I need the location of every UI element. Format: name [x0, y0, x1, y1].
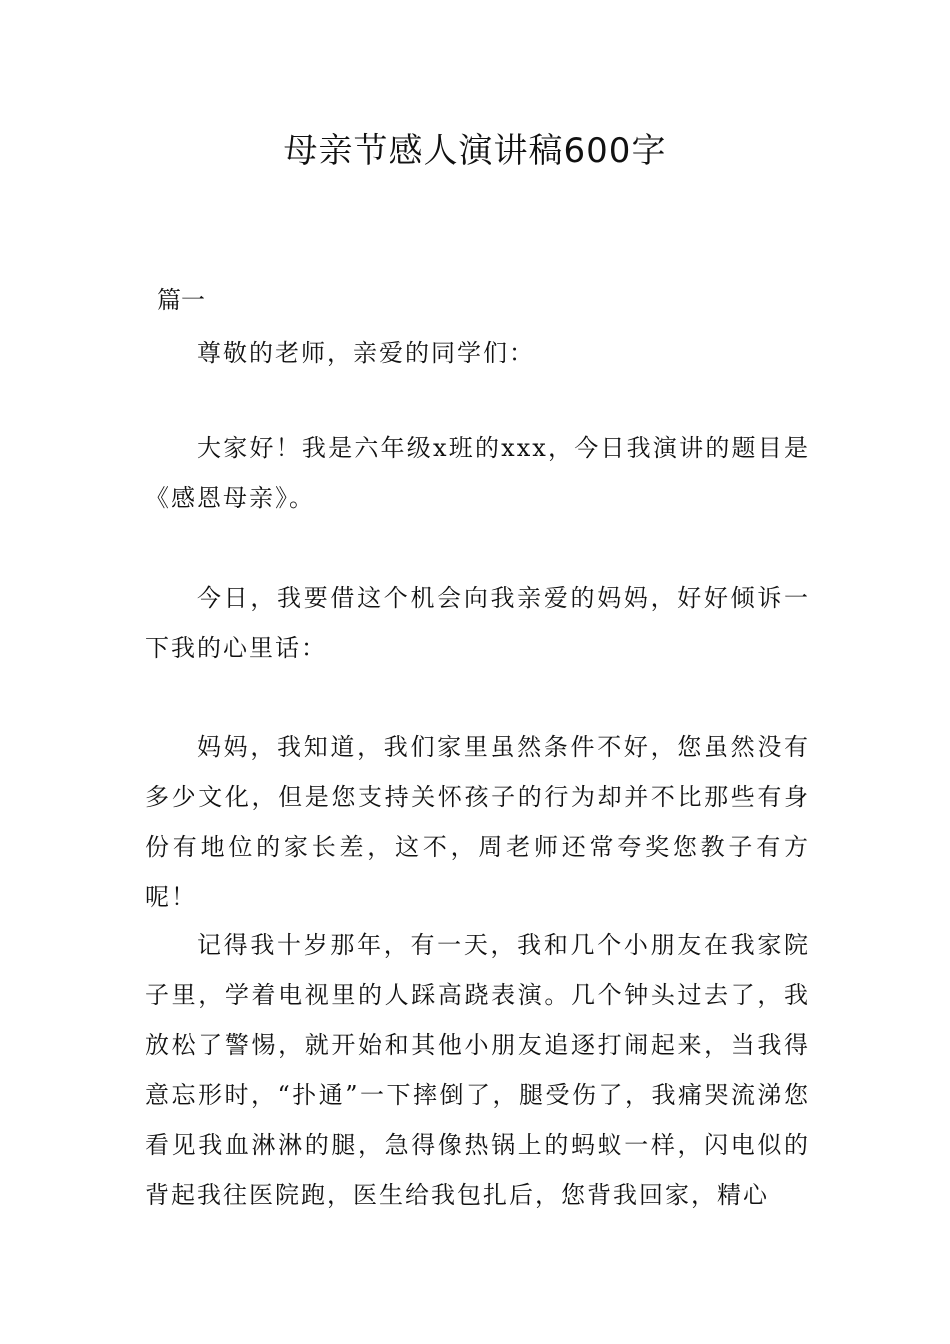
paragraph-greeting: 尊敬的老师，亲爱的同学们： [197, 339, 535, 367]
paragraph-memory: 记得我十岁那年，有一天，我和几个小朋友在我家院子里，学着电视里的人踩高跷表演。几个钟头过去了，我放松了警惕，就开始和其他小朋友追逐打闹起来，当我得意忘形时，“扑通”一下摔倒了，腿受伤了，我痛哭流涕您看见我血淋淋的腿，急得像热锅上的蚂蚁一样，闪电似的背起我往医院跑，医生给我包扎后，您背我回家，精心 [145, 931, 810, 1209]
paragraph-transition: 今日，我要借这个机会向我亲爱的妈妈，好好倾诉一下我的心里话： [145, 584, 810, 662]
section-label: 篇一 [157, 286, 205, 314]
paragraph-introduction: 大家好！我是六年级x班的xxx，今日我演讲的题目是《感恩母亲》。 [145, 434, 810, 512]
paragraph-mother-support: 妈妈，我知道，我们家里虽然条件不好，您虽然没有多少文化，但是您支持关怀孩子的行为却并不比那些有身份有地位的家长差，这不，周老师还常夸奖您教子有方呢！ [145, 733, 810, 911]
document-title: 母亲节感人演讲稿600字 [283, 131, 667, 171]
